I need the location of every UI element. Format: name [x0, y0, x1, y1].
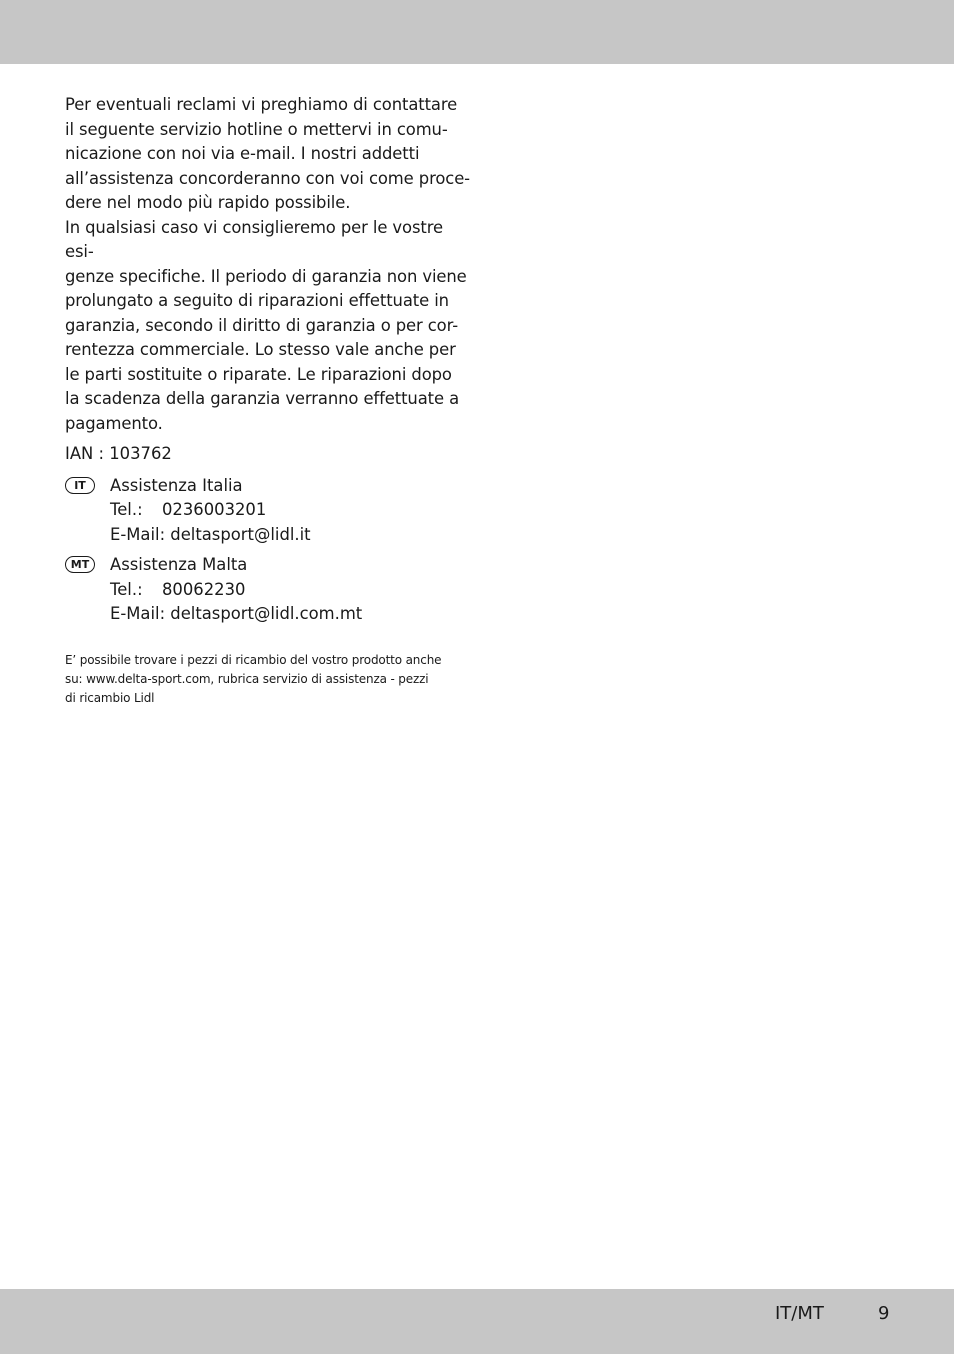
- contact-email: E-Mail: deltasport@lidl.it: [110, 524, 311, 544]
- ian-number: IAN : 103762: [65, 444, 172, 463]
- tel-number: 0236003201: [162, 500, 267, 519]
- contact-email: E-Mail: deltasport@lidl.com.mt: [110, 604, 363, 623]
- tel-label: Tel.:: [110, 579, 143, 599]
- contact-name: Assistenza Malta: [110, 555, 248, 574]
- contact-italy: [65, 474, 475, 548]
- spare-parts-note: E’ possibile trovare i pezzi di ricambio del vostro prodotto anche su: www.delta-sport.com, rubrica servizio di assistenza - pezzi di ricambio Lidl: [65, 652, 442, 705]
- warranty-paragraph: Per eventuali reclami vi preghiamo di contattare il seguente servizio hotline o mettervi in comu- nicazione con noi via e-mail. I nostri addetti all’assistenza concorderanno con voi come proce- dere nel modo più rapido possibile. In qualsiasi caso vi consiglieremo per le vostre esi- genze specifiche. Il periodo di garanzia non viene prolungato a seguito di riparazioni effettuate in garanzia, secondo il diritto di garanzia o per cor- rentezza commerciale. Lo stesso vale anche per le parti sostituite o riparate. Le riparazioni dopo la scadenza della garanzia verranno effettuate a pagamento.: [65, 95, 470, 433]
- malta-country-badge-icon: MT: [65, 556, 95, 573]
- contact-malta: [65, 553, 475, 627]
- italy-country-badge-icon: IT: [65, 477, 95, 494]
- header-band: [0, 0, 954, 64]
- tel-label: Tel.:: [110, 500, 143, 519]
- footer-language: IT/MT: [775, 1303, 824, 1324]
- contact-name: Assistenza Italia: [110, 475, 243, 495]
- main-content: [65, 93, 475, 720]
- contact-tel-row: [110, 498, 475, 523]
- page-number: 9: [878, 1303, 890, 1324]
- tel-number: 80062230: [162, 579, 246, 599]
- contact-tel-row: [110, 578, 475, 603]
